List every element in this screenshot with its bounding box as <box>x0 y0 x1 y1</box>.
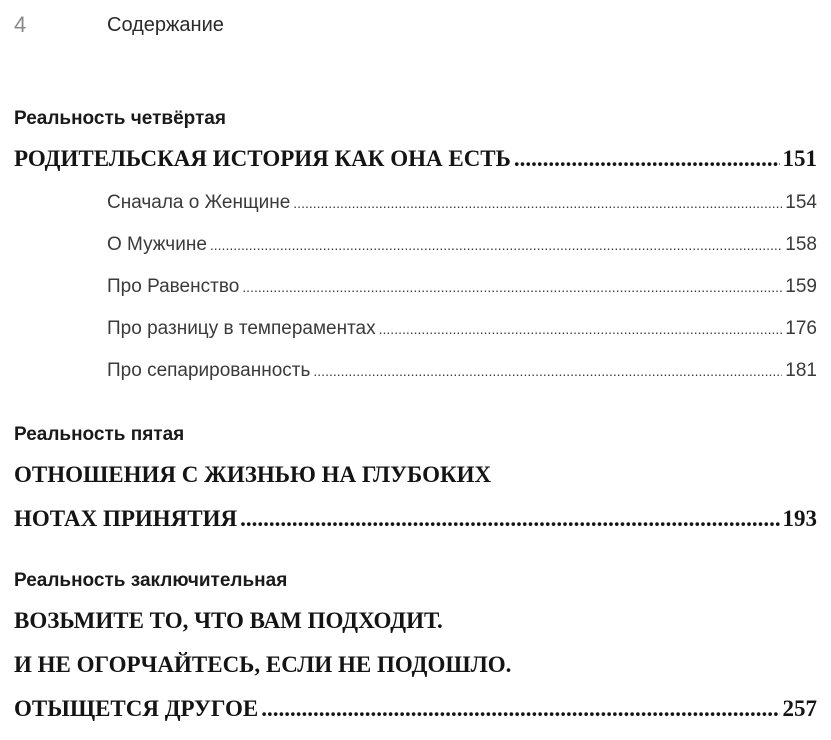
chapter-title-line: ВОЗЬМИТЕ ТО, ЧТО ВАМ ПОДХОДИТ. <box>14 608 443 633</box>
toc-entry-chapter-final[interactable] <box>14 696 817 722</box>
dot-leader <box>242 276 782 298</box>
chapter-page-number: 151 <box>782 146 817 171</box>
subsection-title: Про сепарированность <box>107 360 311 381</box>
dot-leader <box>313 360 782 382</box>
toc-entry-chapter-fifth[interactable] <box>14 506 817 532</box>
subsection-page-number: 158 <box>785 234 817 255</box>
part-label-fourth: Реальность четвёртая <box>14 108 226 129</box>
subsection-title: Про разницу в темпераментах <box>107 318 376 339</box>
toc-entry-subsection[interactable] <box>107 360 817 382</box>
part-label-final: Реальность заключительная <box>14 570 288 591</box>
subsection-page-number: 159 <box>785 276 817 297</box>
dot-leader <box>261 696 779 722</box>
chapter-page-number: 257 <box>782 696 817 721</box>
toc-entry-subsection[interactable] <box>107 234 817 256</box>
subsection-title: Про Равенство <box>107 276 240 297</box>
dot-leader <box>240 506 779 532</box>
dot-leader <box>379 318 783 340</box>
dot-leader <box>293 192 782 214</box>
subsection-page-number: 154 <box>785 192 817 213</box>
subsection-title: Сначала о Женщине <box>107 192 291 213</box>
chapter-page-number: 193 <box>782 506 817 531</box>
toc-entry-subsection[interactable] <box>107 318 817 340</box>
chapter-title-line: И НЕ ОГОРЧАЙТЕСЬ, ЕСЛИ НЕ ПОДОШЛО. <box>14 652 512 677</box>
dot-leader <box>210 234 782 256</box>
subsection-page-number: 176 <box>785 318 817 339</box>
subsection-title: О Мужчине <box>107 234 207 255</box>
page-number: 4 <box>14 12 27 37</box>
running-title: Содержание <box>107 14 224 36</box>
chapter-title: ОТЫЩЕТСЯ ДРУГОЕ <box>14 696 259 721</box>
toc-entry-subsection[interactable] <box>107 276 817 298</box>
chapter-title: НОТАХ ПРИНЯТИЯ <box>14 506 238 531</box>
dot-leader <box>514 146 780 172</box>
chapter-title-line: ОТНОШЕНИЯ С ЖИЗНЬЮ НА ГЛУБОКИХ <box>14 462 492 487</box>
chapter-title: РОДИТЕЛЬСКАЯ ИСТОРИЯ КАК ОНА ЕСТЬ <box>14 146 511 171</box>
toc-entry-subsection[interactable] <box>107 192 817 214</box>
page-header <box>0 12 831 42</box>
toc-entry-chapter-fourth[interactable] <box>14 146 817 172</box>
part-label-fifth: Реальность пятая <box>14 424 185 445</box>
subsection-page-number: 181 <box>785 360 817 381</box>
